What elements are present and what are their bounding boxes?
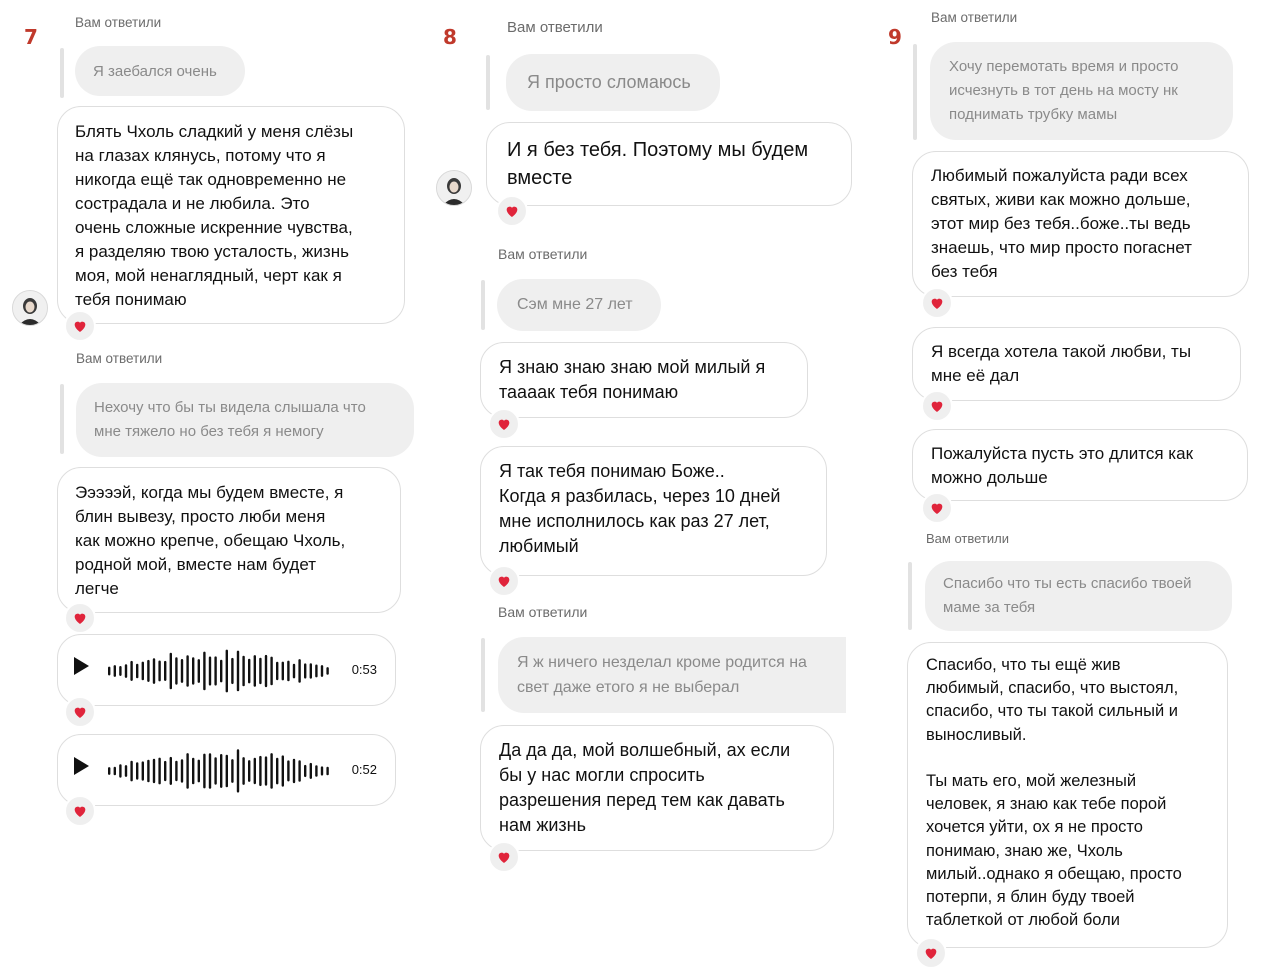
message-bubble[interactable] [57,467,401,613]
quoted-text: Хочу перемотать время и просто исчезнуть в тот день на мосту нк поднимать трубку мамы [949,58,1179,123]
quoted-message[interactable] [76,383,414,457]
waveform-icon [108,645,338,697]
heart-icon [496,416,512,432]
quoted-message[interactable] [925,561,1232,631]
message-bubble[interactable] [912,429,1248,501]
quote-bar [908,562,912,630]
avatar-icon [437,171,471,205]
heart-reaction[interactable] [496,195,528,227]
voice-duration: 0:53 [351,662,377,677]
heart-reaction[interactable] [64,602,96,634]
waveform-icon [108,745,338,797]
reply-label: Вам ответили [507,19,603,36]
screenshot-number-8: 8 [443,25,457,49]
message-bubble[interactable] [912,151,1249,297]
quoted-message[interactable] [506,54,720,111]
quoted-text: Я ж ничего незделал кроме родится на свет даже етого я не выберал [517,654,807,696]
reply-label: Вам ответили [931,10,1018,25]
heart-reaction[interactable] [915,937,947,969]
message-bubble[interactable] [480,446,827,576]
heart-reaction[interactable] [64,795,96,827]
message-text: Блять Чхоль сладкий у меня слёзы на глазах клянусь, потому что я никогда ещё так одновременно не сострадала и не любила. Это очень сложные искренние чувства, я разделяю твою усталость, жизнь моя, мой ненаглядный, черт как я тебя понимаю [75,122,354,309]
message-text: Любимый пожалуйста ради всех святых, живи как можно дольше, этот мир без тебя..боже..ты ведь знаешь, что мир просто погаснет без тебя [931,166,1192,281]
quoted-text: Спасибо что ты есть спасибо твоей маме за тебя [943,575,1192,616]
quoted-message[interactable] [75,46,245,96]
heart-icon [72,704,88,720]
voice-message[interactable] [57,734,396,806]
reply-label: Вам ответили [498,604,588,620]
message-text: Я так тебя понимаю Боже.. Когда я разбилась, через 10 дней мне исполнилось как раз 27 лет, любимый [499,461,781,556]
heart-icon [72,318,88,334]
message-text: Спасибо, что ты ещё жив любимый, спасибо, что выстоял, спасибо, что ты такой сильный и выносливый. Ты мать его, мой железный человек, я знаю как тебе порой хочется уйти, ох я не просто понимаю, знаю же, Чхоль милый..однако я обещаю, просто потерпи, я блин буду твоей таблеткой от любой боли [926,656,1182,930]
message-text: Да да да, мой волшебный, ах если бы у нас могли спросить разрешения перед тем как давать нам жизнь [499,740,791,835]
play-icon[interactable] [74,757,89,775]
quoted-text: Я просто сломаюсь [527,72,691,92]
message-bubble[interactable] [907,642,1228,948]
heart-icon [504,203,520,219]
avatar-icon [13,291,47,325]
quote-bar [913,44,917,140]
avatar[interactable] [12,290,48,326]
message-bubble[interactable] [57,106,405,324]
message-text: И я без тебя. Поэтому мы будем вместе [507,139,809,189]
voice-duration: 0:52 [351,762,377,777]
voice-message[interactable] [57,634,396,706]
quoted-message[interactable] [497,279,661,331]
play-icon[interactable] [74,657,89,675]
message-bubble[interactable] [486,122,852,206]
screenshot-number-9: 9 [888,25,902,49]
heart-icon [923,945,939,961]
heart-reaction[interactable] [64,310,96,342]
message-text: Я знаю знаю знаю мой милый я тааaак тебя понимаю [499,357,766,402]
message-text: Пожалуйста пусть это длится как можно дольше [931,444,1194,487]
heart-icon [929,398,945,414]
heart-reaction[interactable] [921,492,953,524]
quote-bar [481,638,485,712]
heart-icon [72,803,88,819]
quote-bar [60,384,64,454]
heart-icon [72,610,88,626]
message-bubble[interactable] [480,342,808,418]
heart-icon [496,573,512,589]
quoted-message[interactable] [498,637,846,713]
heart-reaction[interactable] [488,841,520,873]
quoted-text: Я заебался очень [93,62,217,80]
heart-reaction[interactable] [64,696,96,728]
message-text: Я всегда хотела такой любви, ты мне её дал [931,342,1192,385]
quote-bar [60,48,64,98]
heart-reaction[interactable] [488,408,520,440]
message-bubble[interactable] [912,327,1241,401]
heart-reaction[interactable] [921,390,953,422]
quoted-message[interactable] [930,42,1233,140]
quote-bar [481,280,485,330]
heart-icon [929,500,945,516]
screenshot-number-7: 7 [24,25,38,49]
message-bubble[interactable] [480,725,834,851]
reply-label: Вам ответили [76,351,163,366]
quote-bar [486,55,490,110]
reply-label: Вам ответили [75,15,162,30]
message-text: Эээээй, когда мы будем вместе, я блин вывезу, просто люби меня как можно крепче, обещаю Чхоль, родной мой, вместе нам будет легче [75,483,346,598]
avatar[interactable] [436,170,472,206]
quoted-text: Сэм мне 27 лет [517,296,633,313]
heart-icon [929,295,945,311]
reply-label: Вам ответили [926,531,1009,546]
heart-reaction[interactable] [921,287,953,319]
heart-icon [496,849,512,865]
reply-label: Вам ответили [498,246,588,262]
heart-reaction[interactable] [488,565,520,597]
quoted-text: Нехочу что бы ты видела слышала что мне тяжело но без тебя я немогу [94,399,366,440]
